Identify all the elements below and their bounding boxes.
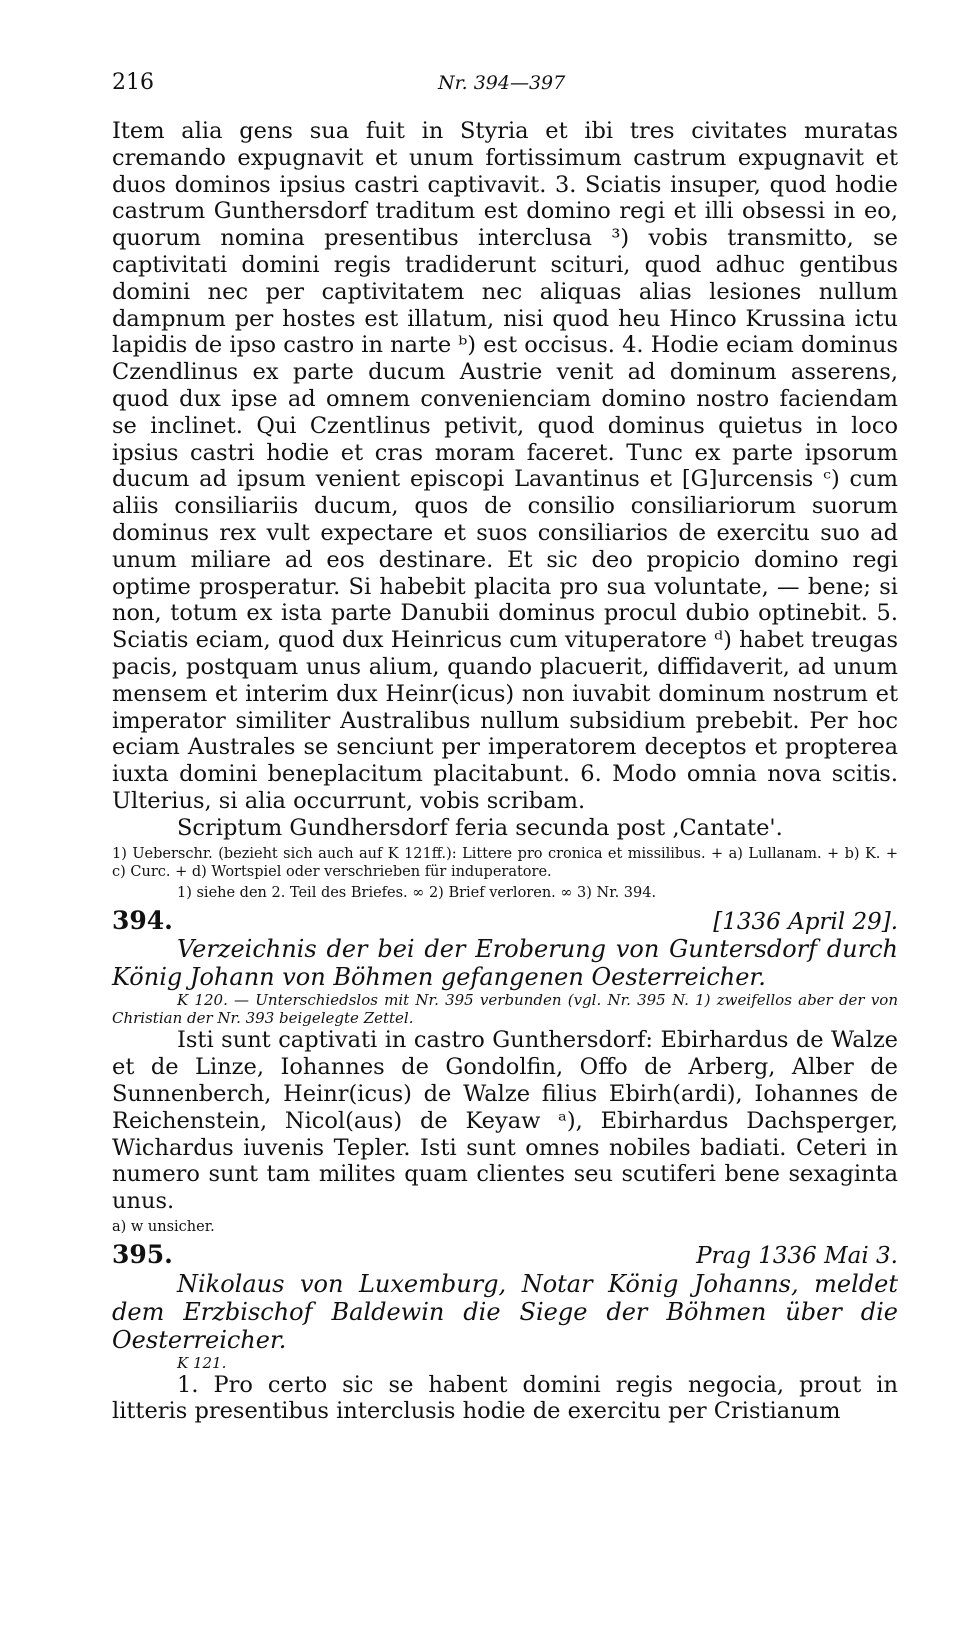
entry-source-note: K 121. — [177, 1353, 227, 1372]
running-head: Nr. 394—397 — [438, 72, 566, 94]
entry-text: 1. Pro certo sic se habent domini regis negocia, prout in litteris presentibus interclusis hodie de exercitu per Cristianum — [112, 1371, 898, 1425]
entry-date: [1336 April 29]. — [713, 908, 898, 935]
entry-title: Nikolaus von Luxemburg, Notar König Johanns, meldet dem Erzbischof Baldewin die Siege der Böhmen über die Oesterreicher. — [112, 1269, 898, 1354]
entry-date: Prag 1336 Mai 3. — [696, 1242, 898, 1269]
entry-395-heading — [112, 1239, 898, 1270]
entry-number: 395. — [112, 1239, 173, 1269]
footnote-apparatus: 1) Ueberschr. (bezieht sich auch auf K 121ff.): Littere pro cronica et missilibus. + a) Lullanam. + b) K. + c) Curc. + d) Wortspiel oder verschrieben für induperatore. — [112, 845, 898, 880]
letter-continuation-text: Item alia gens sua fuit in Styria et ibi tres civitates muratas cremando expugnavit et unum fortissimum castrum expugnavit et duos dominos ipsius castri captivavit. 3. Sciatis insuper, quod hodie castrum Gunthersdorf traditum est domino regi et illi obsessi in eo, quorum nomina presentibus interclusa ³) vobis transmitto, se captivitati domini regis tradiderunt scituri, quod adhuc gentibus domini nec per captivitatem nec aliquas alias lesiones nullum dampnum per hostes est illatum, nisi quod heu Hinco Krussina ictu lapidis de ipso castro in narte ᵇ) est occisus. 4. Hodie eciam dominus Czendlinus ex parte ducum Austrie venit ad dominum asserens, quod dux ipse ad omnem convenienciam domino nostro faciendam se inclinet. Qui Czentlinus petivit, quod dominus quietus in loco ipsius castri hodie et cras moram faceret. Tunc ex parte ipsorum ducum ad ipsum venient episcopi Lavantinus et [G]urcensis ᶜ) cum aliis consiliariis ducum, quos de consilio consiliariorum suorum dominus rex vult expectare et suos consiliarios de exercitu suo ad unum miliare ad eos destinare. Et sic deo propicio domino regi optime prosperatur. Si habebit placita pro sua voluntate, — bene; si non, totum ex ista parte Danubii dominus procul dubio optinebit. 5. Sciatis eciam, quod dux Heinricus cum vituperatore ᵈ) habet treugas pacis, postquam unus alium, quando placuerit, diffidaverit, ad unum mensem et interim dux Heinr(icus) non iuvabit dominum nostrum et imperator similiter Australibus nullum subsidium prebebit. Per hoc eciam Australes se senciunt per imperatorem deceptos et propterea iuxta domini beneplacitum placitabunt. 6. Modo omnia nova scitis. Ulterius, si alia occurrunt, vobis scribam. — [112, 118, 898, 814]
entry-title: Verzeichnis der bei der Eroberung von Guntersdorf durch König Johann von Böhmen gefangenen Oesterreicher. — [112, 935, 898, 992]
page-body — [112, 118, 898, 1425]
entry-source-note: K 120. — Unterschiedslos mit Nr. 395 verbunden (vgl. Nr. 395 N. 1) zweifellos aber der von Christian der Nr. 393 beigelegte Zettel. — [112, 991, 898, 1028]
entry-footnote: a) w unsicher. — [112, 1218, 215, 1235]
letter-closing: Scriptum Gundhersdorf feria secunda post ‚Cantate'. — [177, 814, 783, 841]
page-number: 216 — [112, 70, 154, 95]
entry-text: Isti sunt captivati in castro Gunthersdorf: Ebirhardus de Walze et de Linze, Iohannes de Gondolfin, Offo de Arberg, Alber de Sunnenberch, Heinr(icus) de Walze filius Ebirh(ardi), Iohannes de Reichenstein, Nicol(aus) de Keyaw ᵃ), Ebirhardus Dachsperger, Wichardus iuvenis Tepler. Isti sunt omnes nobiles badiati. Ceteri in numero sunt tam milites quam clientes seu scutiferi bene sexaginta unus. — [112, 1027, 898, 1215]
entry-394-heading — [112, 905, 898, 936]
page-header — [112, 70, 898, 104]
entry-number: 394. — [112, 905, 173, 935]
footnote-commentary: 1) siehe den 2. Teil des Briefes. ∞ 2) Brief verloren. ∞ 3) Nr. 394. — [177, 884, 657, 901]
